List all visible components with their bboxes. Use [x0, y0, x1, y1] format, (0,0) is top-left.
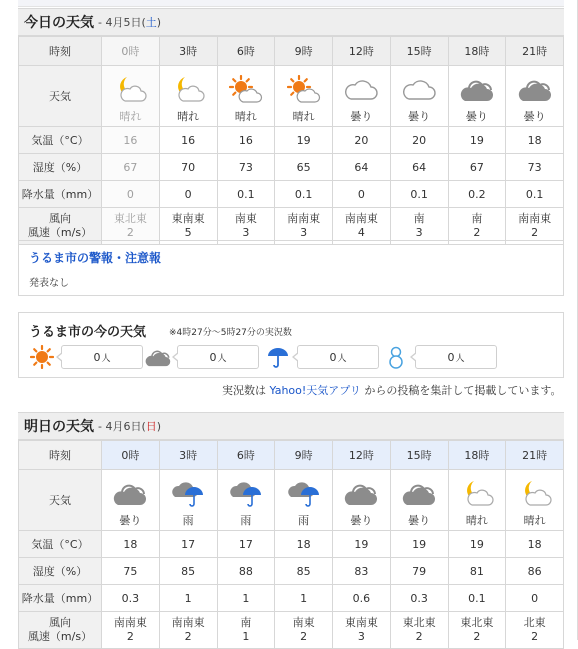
weather-text: 雨	[182, 513, 194, 527]
humidity-cell: 64	[333, 154, 391, 181]
wind-direction: 東北東	[402, 616, 436, 629]
weather-text: 曇り	[119, 513, 142, 527]
wind-speed: 3	[415, 226, 423, 239]
wind-cell	[506, 208, 564, 245]
current-weather-title: うるま市の今の天気	[29, 325, 147, 340]
humidity-cell: 88	[217, 558, 275, 585]
precipitation-cell: 0.3	[390, 585, 448, 612]
moon-cloud-icon	[160, 75, 217, 106]
weather-text: 雨	[298, 513, 310, 527]
cloud-icon	[449, 75, 506, 106]
humidity-cell: 65	[275, 154, 333, 181]
weather-text: 曇り	[408, 513, 431, 527]
moon-cloud-icon	[102, 75, 159, 106]
tomorrow-forecast-table	[18, 440, 564, 649]
wind-speed: 2	[415, 630, 423, 643]
temperature-cell: 18	[506, 127, 564, 154]
wind-speed: 2	[531, 226, 539, 239]
weather-text: 曇り	[465, 109, 488, 123]
precipitation-cell: 0.2	[448, 181, 506, 208]
humidity-cell: 85	[275, 558, 333, 585]
wind-speed: 2	[531, 630, 539, 643]
weather-text: 晴れ	[119, 109, 142, 123]
time-cell: 3時	[159, 441, 217, 470]
wind-cell	[390, 208, 448, 245]
humidity-cell: 73	[217, 154, 275, 181]
weather-cell	[506, 66, 564, 127]
wind-cell	[102, 612, 160, 649]
weather-text: 晴れ	[292, 109, 315, 123]
wind-direction: 南	[471, 212, 483, 225]
wind-cell	[217, 208, 275, 245]
report-count-item	[29, 345, 143, 369]
warning-box	[18, 240, 564, 296]
humidity-cell: 75	[102, 558, 160, 585]
humidity-cell: 70	[159, 154, 217, 181]
humidity-row	[19, 558, 564, 585]
wind-label: 風向 風速（m/s）	[19, 208, 102, 245]
time-cell: 0時	[102, 37, 160, 66]
humidity-cell: 81	[448, 558, 506, 585]
app-link[interactable]: Yahoo!天気アプリ	[269, 384, 361, 397]
weather-cell	[275, 470, 333, 531]
weather-cell	[448, 66, 506, 127]
time-cell: 12時	[333, 441, 391, 470]
sun-cloud-icon	[218, 75, 275, 106]
temperature-cell: 19	[333, 531, 391, 558]
precipitation-cell: 0.1	[390, 181, 448, 208]
wind-cell	[275, 612, 333, 649]
time-cell: 21時	[506, 37, 564, 66]
wind-direction: 南東	[292, 616, 315, 629]
wind-direction: 東北東	[460, 616, 494, 629]
wind-speed: 1	[242, 630, 250, 643]
precipitation-label: 降水量（mm）	[19, 181, 102, 208]
precipitation-cell: 0.6	[333, 585, 391, 612]
weather-cell	[275, 66, 333, 127]
cloud-outline-icon	[391, 75, 448, 106]
temperature-cell: 20	[333, 127, 391, 154]
temperature-row	[19, 531, 564, 558]
weather-cell	[159, 66, 217, 127]
time-cell: 15時	[390, 37, 448, 66]
precipitation-cell: 0	[506, 585, 564, 612]
weather-cell	[333, 470, 391, 531]
humidity-cell: 64	[390, 154, 448, 181]
weather-text: 晴れ	[523, 513, 546, 527]
umbrella-icon	[265, 345, 291, 369]
cloud-icon	[102, 479, 159, 510]
weather-text: 晴れ	[177, 109, 200, 123]
humidity-cell: 73	[506, 154, 564, 181]
wind-direction: 南南東	[171, 616, 205, 629]
wind-speed: 2	[126, 630, 134, 643]
report-count-bubble: 0 人	[61, 345, 143, 369]
humidity-cell: 79	[390, 558, 448, 585]
wind-direction: 東南東	[171, 212, 205, 225]
humidity-label: 湿度（%）	[19, 154, 102, 181]
temperature-cell: 18	[102, 531, 160, 558]
precipitation-cell: 0.1	[275, 181, 333, 208]
wind-direction: 南東	[234, 212, 257, 225]
cloud-icon	[506, 75, 563, 106]
time-label: 時刻	[19, 37, 102, 66]
report-count-bubble: 0 人	[297, 345, 379, 369]
cloud-icon	[333, 479, 390, 510]
wind-speed: 4	[357, 226, 365, 239]
weather-cell	[102, 470, 160, 531]
time-cell: 12時	[333, 37, 391, 66]
wind-row	[19, 208, 564, 245]
time-cell: 18時	[448, 441, 506, 470]
cloud-icon	[391, 479, 448, 510]
time-cell: 21時	[506, 441, 564, 470]
weather-cell	[217, 66, 275, 127]
moon-cloud-icon	[506, 479, 563, 510]
today-title: 今日の天気	[24, 15, 94, 31]
wind-speed: 2	[473, 226, 481, 239]
time-cell: 6時	[217, 37, 275, 66]
wind-cell	[217, 612, 275, 649]
sun-icon	[29, 345, 55, 369]
snowman-icon	[383, 345, 409, 369]
time-cell: 6時	[217, 441, 275, 470]
precipitation-cell: 0	[159, 181, 217, 208]
wind-direction: 南南東	[287, 212, 321, 225]
weather-cell	[159, 470, 217, 531]
temperature-cell: 19	[390, 531, 448, 558]
temperature-cell: 19	[275, 127, 333, 154]
report-count-bubble: 0 人	[177, 345, 259, 369]
precipitation-cell: 0.1	[506, 181, 564, 208]
humidity-cell: 67	[448, 154, 506, 181]
wind-direction: 南南東	[518, 212, 552, 225]
time-cell: 9時	[275, 37, 333, 66]
weather-cell	[390, 66, 448, 127]
precipitation-cell: 1	[275, 585, 333, 612]
wind-speed: 2	[184, 630, 192, 643]
wind-speed: 3	[357, 630, 365, 643]
wind-direction: 北東	[523, 616, 546, 629]
weather-cell	[506, 470, 564, 531]
precipitation-row	[19, 585, 564, 612]
temperature-cell: 20	[390, 127, 448, 154]
precipitation-cell: 0.3	[102, 585, 160, 612]
today-header	[18, 8, 564, 36]
temperature-cell: 19	[448, 531, 506, 558]
temperature-cell: 17	[159, 531, 217, 558]
wind-speed: 3	[242, 226, 250, 239]
wind-cell	[333, 208, 391, 245]
wind-speed: 5	[184, 226, 192, 239]
temperature-cell: 16	[102, 127, 160, 154]
weather-text: 雨	[240, 513, 252, 527]
weather-cell	[390, 470, 448, 531]
wind-cell	[448, 612, 506, 649]
weather-label: 天気	[19, 66, 102, 127]
today-forecast-table	[18, 36, 564, 245]
temperature-cell: 18	[275, 531, 333, 558]
humidity-cell: 67	[102, 154, 160, 181]
tomorrow-header	[18, 412, 564, 440]
credit-text: 実況数は Yahoo!天気アプリ からの投稿を集計して掲載しています。	[222, 384, 562, 397]
temperature-label: 気温（°C）	[19, 531, 102, 558]
precipitation-cell: 0.1	[217, 181, 275, 208]
precipitation-cell: 1	[159, 585, 217, 612]
humidity-row	[19, 154, 564, 181]
tomorrow-title: 明日の天気	[24, 419, 94, 435]
report-count-bubble: 0 人	[415, 345, 497, 369]
weather-label: 天気	[19, 470, 102, 531]
wind-direction: 南南東	[113, 616, 147, 629]
tomorrow-date: - 4月6日(日)	[98, 420, 162, 433]
temperature-cell: 16	[159, 127, 217, 154]
wind-direction: 東南東	[344, 616, 378, 629]
weather-text: 曇り	[350, 513, 373, 527]
wind-direction: 南南東	[344, 212, 378, 225]
weather-cell	[333, 66, 391, 127]
top-strip	[18, 0, 564, 7]
weather-text: 曇り	[350, 109, 373, 123]
wind-speed: 3	[300, 226, 308, 239]
weather-text: 曇り	[523, 109, 546, 123]
weather-cell	[217, 470, 275, 531]
temperature-label: 気温（°C）	[19, 127, 102, 154]
wind-direction: 東北東	[113, 212, 147, 225]
time-cell: 0時	[102, 441, 160, 470]
warning-title[interactable]: うるま市の警報・注意報	[29, 251, 162, 265]
precipitation-cell: 0	[102, 181, 160, 208]
temperature-cell: 19	[448, 127, 506, 154]
temperature-row	[19, 127, 564, 154]
current-weather-box	[18, 312, 564, 378]
temperature-cell: 17	[217, 531, 275, 558]
time-row	[19, 441, 564, 470]
wind-label: 風向 風速（m/s）	[19, 612, 102, 649]
wind-direction: 南	[413, 212, 425, 225]
weather-row	[19, 66, 564, 127]
warning-status: 発表なし	[29, 278, 69, 289]
wind-row	[19, 612, 564, 649]
time-cell: 15時	[390, 441, 448, 470]
wind-cell	[102, 208, 160, 245]
today-date: - 4月5日(土)	[98, 16, 162, 29]
wind-cell	[159, 612, 217, 649]
current-weather-note: ※4時27分〜5時27分の実況数	[169, 328, 292, 338]
wind-speed: 2	[300, 630, 308, 643]
wind-speed: 2	[126, 226, 134, 239]
wind-direction: 南	[240, 616, 252, 629]
precipitation-cell: 0.1	[448, 585, 506, 612]
moon-cloud-icon	[449, 479, 506, 510]
weather-cell	[448, 470, 506, 531]
precipitation-cell: 0	[333, 181, 391, 208]
cloud-umbrella-icon	[160, 479, 217, 510]
humidity-label: 湿度（%）	[19, 558, 102, 585]
weather-cell	[102, 66, 160, 127]
humidity-cell: 83	[333, 558, 391, 585]
time-cell: 9時	[275, 441, 333, 470]
cloud-umbrella-icon	[275, 479, 332, 510]
precipitation-label: 降水量（mm）	[19, 585, 102, 612]
temperature-cell: 18	[506, 531, 564, 558]
time-cell: 3時	[159, 37, 217, 66]
time-label: 時刻	[19, 441, 102, 470]
temperature-cell: 16	[217, 127, 275, 154]
wind-cell	[275, 208, 333, 245]
wind-speed: 2	[473, 630, 481, 643]
sun-cloud-icon	[275, 75, 332, 106]
time-row	[19, 37, 564, 66]
weather-text: 晴れ	[234, 109, 257, 123]
time-cell: 18時	[448, 37, 506, 66]
weather-text: 晴れ	[465, 513, 488, 527]
wind-cell	[448, 208, 506, 245]
humidity-cell: 85	[159, 558, 217, 585]
wind-cell	[159, 208, 217, 245]
cloud-icon	[145, 343, 171, 371]
wind-cell	[506, 612, 564, 649]
weather-text: 曇り	[408, 109, 431, 123]
wind-cell	[333, 612, 391, 649]
report-count-item	[265, 345, 379, 369]
report-count-item	[145, 345, 259, 369]
cloud-outline-icon	[333, 75, 390, 106]
report-count-item	[383, 345, 497, 369]
cloud-umbrella-icon	[218, 479, 275, 510]
precipitation-cell: 1	[217, 585, 275, 612]
humidity-cell: 86	[506, 558, 564, 585]
weather-row	[19, 470, 564, 531]
wind-cell	[390, 612, 448, 649]
precipitation-row	[19, 181, 564, 208]
